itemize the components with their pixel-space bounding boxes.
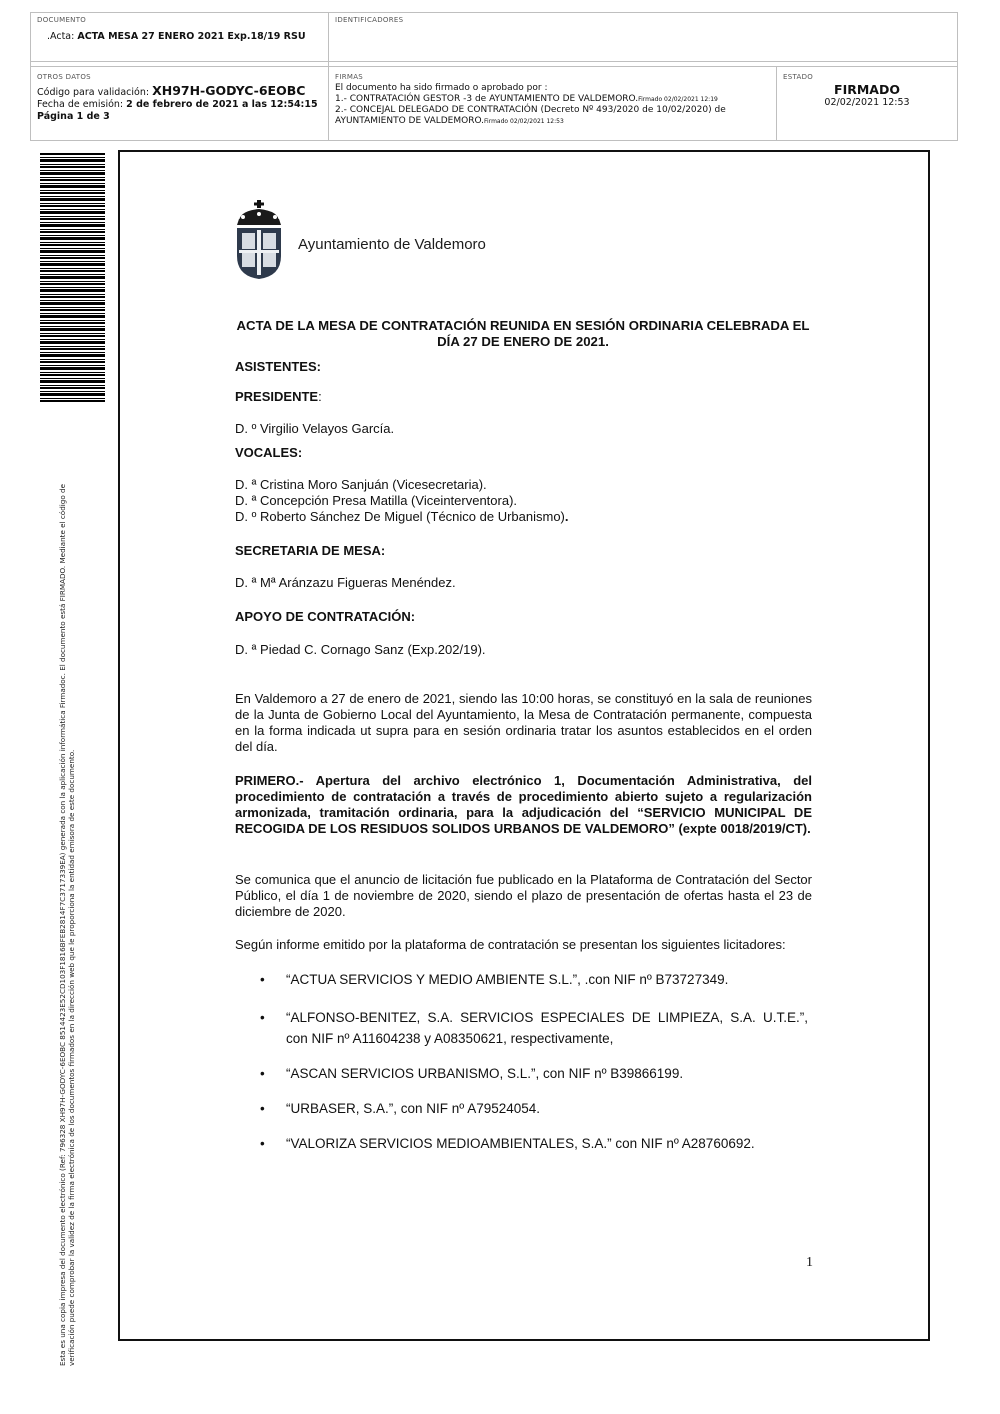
paragraph-anuncio: Se comunica que el anuncio de licitación fue publicado en la Plataforma de Contratación del Sector Público, el día 1 de noviembre de 2020, siendo el plazo de presentación de ofertas hasta el 23 de diciembre de 2020. [235, 872, 812, 919]
verification-side-text [58, 426, 76, 1366]
municipal-crest-icon [233, 200, 285, 280]
side-text-line-1: Esta es una copia impresa del documento electrónico (Ref: 796328 XH97H-GODYC-6EOBC 8514423E52CD103F1816BFEB2814F7C3717339EA) generada con la aplicación informática Firmadoc. El documento está FIRMADO. Mediante el código de [58, 484, 67, 1366]
firmas-intro: El documento ha sido firmado o aprobado por : [335, 83, 548, 93]
secretaria-name: D. ª Mª Aránzazu Figueras Menéndez. [235, 575, 456, 590]
documento-caption: DOCUMENTO [37, 16, 87, 24]
vocal-2: D. ª Concepción Presa Matilla (Viceinterventora). [235, 493, 518, 508]
vocal-3-dot: . [564, 509, 569, 524]
paragraph-primero: PRIMERO.- Apertura del archivo electrónico 1, Documentación Administrativa, del procedimiento de contratación a través de procedimiento abierto sujeto a regularización armonizada, tramitación ordinaria, para la adjudicación del “SERVICIO MUNICIPAL DE RECOGIDA DE LOS RESIDUOS SOLIDOS URBANOS DE VALDEMORO” (expte 0018/2019/CT). [235, 773, 812, 836]
firmas-cell [329, 70, 776, 130]
firma-2-text: 2.- CONCEJAL DELEGADO DE CONTRATACIÓN (Decreto Nº 493/2020 de 10/02/2020) de AYUNTAMIENTO DE VALDEMORO. [335, 105, 726, 126]
licitador-3: “ASCAN SERVICIOS URBANISMO, S.L.”, con NIF nº B39866199. [286, 1066, 684, 1081]
vocal-3 [235, 509, 569, 525]
estado-value: FIRMADO [834, 82, 900, 97]
firma-1-text: 1.- CONTRATACIÓN GESTOR -3 de AYUNTAMIENTO DE VALDEMORO. [335, 93, 639, 104]
firma-1 [335, 94, 770, 106]
fecha-emision [37, 99, 322, 111]
codigo-value: XH97H-GODYC-6EOBC [152, 83, 306, 98]
firma-1-date: Firmado 02/02/2021 12:19 [638, 95, 718, 103]
licitador-4: “URBASER, S.A.”, con NIF nº A79524054. [286, 1101, 541, 1116]
paragraph-constitucion: En Valdemoro a 27 de enero de 2021, siendo las 10:00 horas, se constituyó en la sala de reuniones de la Junta de Gobierno Local del Ayuntamiento, la Mesa de Contratación permanente, compuesta en la forma indicada ut supra para en sesión ordinaria tratar los asuntos establecidos en el orden del día. [235, 691, 812, 754]
pagina-indicator: Página 1 de 3 [37, 111, 110, 122]
otros-datos-caption: OTROS DATOS [37, 73, 91, 81]
firma-2-date: Firmado 02/02/2021 12:53 [484, 117, 564, 125]
bullet-icon: • [260, 972, 265, 987]
apoyo-heading: APOYO DE CONTRATACIÓN: [235, 609, 416, 624]
documento-prefix: .Acta: [47, 31, 75, 42]
documento-value [47, 31, 322, 43]
vocal-3-text: D. º Roberto Sánchez De Miguel (Técnico de Urbanismo) [235, 509, 565, 524]
barcode [40, 152, 105, 402]
document-title: ACTA DE LA MESA DE CONTRATACIÓN REUNIDA EN SESIÓN ORDINARIA CELEBRADA EL DÍA 27 DE ENERO DE 2021. [236, 318, 810, 349]
bullet-icon: • [260, 1066, 265, 1081]
asistentes-heading: ASISTENTES: [235, 359, 321, 374]
vocales-heading: VOCALES: [235, 445, 303, 460]
paragraph-licitadores-intro: Según informe emitido por la plataforma de contratación se presentan los siguientes licitadores: [235, 937, 786, 952]
bullet-icon: • [260, 1136, 265, 1151]
licitador-2: “ALFONSO-BENITEZ, S.A. SERVICIOS ESPECIALES DE LIMPIEZA, S.A. U.T.E.”, con NIF nº A11604238 y A08350621, respectivamente, [286, 1010, 808, 1046]
bullet-icon: • [260, 1101, 265, 1116]
vocal-1: D. ª Cristina Moro Sanjuán (Vicesecretaria). [235, 477, 487, 492]
licitador-5: “VALORIZA SERVICIOS MEDIOAMBIENTALES, S.A.” con NIF nº A28760692. [286, 1136, 755, 1151]
ayuntamiento-logo-text: Ayuntamiento de Valdemoro [298, 236, 486, 253]
presidente-heading [235, 389, 322, 404]
otros-datos-cell [31, 70, 328, 126]
fecha-label: Fecha de emisión: [37, 99, 124, 110]
apoyo-name: D. ª Piedad C. Cornago Sanz (Exp.202/19). [235, 642, 486, 657]
presidente-label: PRESIDENTE [235, 389, 319, 404]
fecha-value: 2 de febrero de 2021 a las 12:54:15 [126, 99, 318, 110]
presidente-colon: : [318, 389, 322, 404]
page-number: 1 [806, 1255, 813, 1270]
codigo-label: Código para validación: [37, 87, 150, 98]
documento-title: ACTA MESA 27 ENERO 2021 Exp.18/19 RSU [77, 31, 306, 42]
estado-caption: ESTADO [783, 73, 814, 81]
side-text-line-2: verificación puede comprobar la validez de la firma electrónica de los documentos firmados en la dirección web que le proporciona la entidad emisora de este documento. [67, 749, 76, 1366]
documento-cell [31, 13, 328, 46]
identificadores-caption: IDENTIFICADORES [335, 16, 404, 24]
firma-2 [335, 105, 770, 127]
firmas-caption: FIRMAS [335, 73, 364, 81]
licitador-1: “ACTUA SERVICIOS Y MEDIO AMBIENTE S.L.”, .con NIF nº B73727349. [286, 972, 729, 987]
presidente-name: D. º Virgilio Velayos García. [235, 421, 395, 436]
document-header-table [30, 12, 958, 141]
bullet-icon: • [260, 1010, 265, 1025]
identificadores-cell [329, 13, 957, 27]
codigo-validacion [37, 85, 322, 99]
secretaria-heading: SECRETARIA DE MESA: [235, 543, 386, 558]
estado-date: 02/02/2021 12:53 [824, 97, 910, 108]
estado-cell [777, 70, 957, 111]
firmas-list [335, 83, 770, 127]
